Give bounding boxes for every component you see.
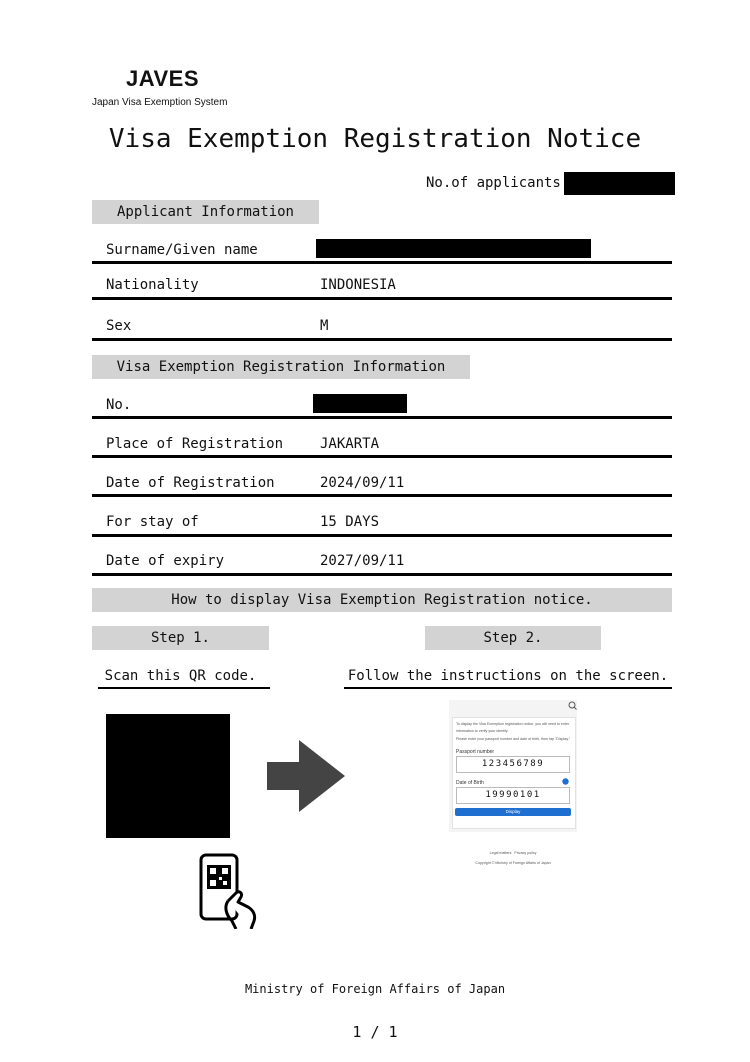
step2-heading: Step 2. (425, 626, 601, 650)
divider (98, 687, 270, 689)
surname-redaction (316, 239, 591, 258)
divider (92, 573, 672, 576)
javes-logo: JAVES (126, 66, 200, 91)
ministry-footer: Ministry of Foreign Affairs of Japan (244, 982, 506, 996)
stay-value: 15 DAYS (320, 514, 380, 530)
page-number: 1 / 1 (352, 1023, 398, 1041)
howto-heading (92, 588, 672, 612)
divider (92, 297, 672, 300)
registration-number-redaction (313, 394, 407, 413)
registration-info-heading-text: Visa Exemption Registration Information (116, 359, 446, 375)
logo-subtitle: Japan Visa Exemption System (92, 97, 228, 108)
divider (92, 416, 672, 419)
legal-links[interactable]: Legal matters Privacy policy (489, 851, 537, 855)
nationality-value: INDONESIA (320, 277, 396, 293)
applicants-count-redaction (564, 172, 675, 195)
copyright: Copyright © Ministry of Foreign Affairs of Japan (475, 861, 551, 865)
nationality-label: Nationality (106, 277, 199, 293)
registration-info-heading (92, 355, 470, 379)
phone-scan-icon (198, 853, 260, 929)
applicant-info-heading (92, 200, 319, 224)
step1-heading: Step 1. (92, 626, 269, 650)
date-of-birth-input[interactable]: 19990101 (456, 787, 570, 804)
divider (92, 534, 672, 537)
divider (92, 455, 672, 458)
place-label: Place of Registration (106, 436, 284, 452)
step1-text: Scan this QR code. (104, 668, 257, 684)
page-title: Visa Exemption Registration Notice (108, 124, 642, 154)
search-icon (568, 701, 577, 710)
passport-number-input[interactable]: 123456789 (456, 756, 570, 773)
sex-label: Sex (106, 318, 132, 334)
divider (92, 338, 672, 341)
date-of-birth-label: Date of Birth (456, 780, 484, 786)
surname-label: Surname/Given name (106, 242, 258, 258)
date-registration-value: 2024/09/11 (320, 475, 405, 491)
applicants-label: No.of applicants (426, 175, 561, 191)
stay-label: For stay of (106, 514, 199, 530)
expiry-value: 2027/09/11 (320, 553, 405, 569)
divider (344, 687, 672, 689)
display-button[interactable]: Display (455, 808, 571, 816)
form-intro-line1: To display the Visa Exemption registration notice, you will need to enter (456, 722, 570, 726)
arrow-right-icon (267, 740, 345, 812)
qr-code (106, 714, 230, 838)
howto-heading-text: How to display Visa Exemption Registration notice. (171, 592, 593, 608)
form-intro-line3: Please enter your passport number and date of birth, then tap "Display." (456, 737, 571, 741)
place-value: JAKARTA (320, 436, 380, 452)
divider (92, 261, 672, 264)
help-icon (562, 778, 569, 785)
registration-number-label: No. (106, 397, 132, 413)
applicant-info-heading-text: Applicant Information (116, 204, 294, 220)
sex-value: M (320, 318, 329, 334)
divider (92, 494, 672, 497)
expiry-label: Date of expiry (106, 553, 225, 569)
form-intro-line2: information to verify your identity. (456, 729, 509, 733)
date-registration-label: Date of Registration (106, 475, 275, 491)
step2-text: Follow the instructions on the screen. (347, 668, 669, 684)
passport-number-label: Passport number (456, 749, 495, 755)
